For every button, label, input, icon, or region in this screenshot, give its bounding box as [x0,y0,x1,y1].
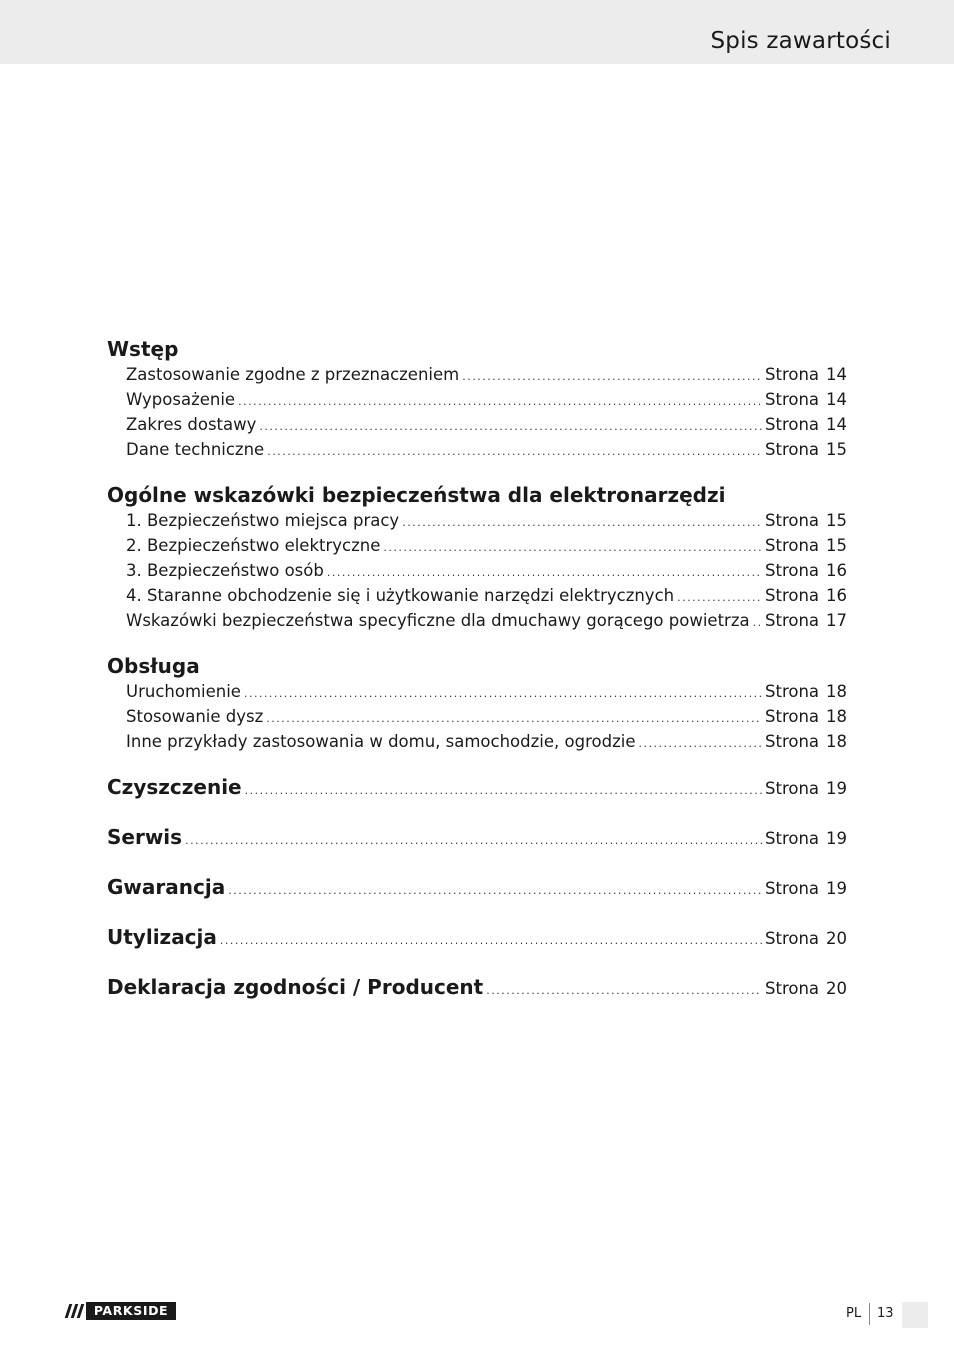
toc-entry[interactable] [107,824,847,851]
page-number: 15 [826,536,847,555]
toc-entry[interactable] [107,508,847,533]
leader-dots [486,975,762,1004]
entry-label: Utylizacja [107,925,217,949]
entry-label: Deklaracja zgodności / Producent [107,975,484,999]
strona-label: Strona [765,732,820,751]
page-number-footer: 13 [877,1306,894,1321]
entry-label: Zastosowanie zgodne z przeznaczeniem [126,365,460,384]
page-number: 18 [826,707,847,726]
strona-label: Strona [765,536,820,555]
toc-section-utylizacja [107,924,847,951]
leader-dots [638,729,762,756]
page-number: 19 [826,779,847,798]
leader-dots [266,704,762,731]
toc-section-serwis [107,824,847,851]
leader-dots [753,608,762,635]
page-number: 14 [826,365,847,384]
leader-dots [245,775,762,804]
strona-label: Strona [765,415,820,434]
entry-label: Czyszczenie [107,775,242,799]
entry-label: Dane techniczne [126,440,265,459]
strona-label: Strona [765,829,820,848]
leader-dots [327,558,762,585]
leader-dots [677,583,762,610]
strona-label: Strona [765,611,820,630]
toc-entry[interactable] [107,387,847,412]
strona-label: Strona [765,779,820,798]
strona-label: Strona [765,561,820,580]
entry-label: Stosowanie dysz [126,707,264,726]
page-number: 14 [826,415,847,434]
page-number: 19 [826,829,847,848]
leader-dots [259,412,762,439]
toc-entry[interactable] [107,362,847,387]
leader-dots [267,437,762,464]
page-number: 20 [826,929,847,948]
toc-entry[interactable] [107,924,847,951]
toc-entry[interactable] [107,533,847,558]
toc-section-safety [107,482,847,633]
entry-label: Uruchomienie [126,682,241,701]
leader-dots [402,508,762,535]
entry-label: 2. Bezpieczeństwo elektryczne [126,536,381,555]
page-number: 16 [826,586,847,605]
page-number: 15 [826,440,847,459]
toc-entry[interactable] [107,608,847,633]
logo-wordmark: PARKSIDE [86,1302,176,1320]
strona-label: Strona [765,390,820,409]
leader-dots [238,387,762,414]
toc-entry[interactable] [107,974,847,1001]
section-heading: Ogólne wskazówki bezpieczeństwa dla elektronarzędzi [107,483,726,507]
toc-entry[interactable] [107,729,847,754]
page-number: 20 [826,979,847,998]
leader-dots [383,533,762,560]
toc-section-wstep [107,336,847,462]
entry-label: Zakres dostawy [126,415,257,434]
page-number: 19 [826,879,847,898]
toc-section-deklaracja [107,974,847,1001]
leader-dots [462,362,762,389]
toc-entry[interactable] [107,774,847,801]
leader-dots [244,679,762,706]
header-band [0,0,954,64]
strona-label: Strona [765,440,820,459]
language-code: PL [846,1306,862,1321]
toc-entry[interactable] [107,874,847,901]
strona-label: Strona [765,586,820,605]
page-title: Spis zawartości [710,28,891,54]
entry-label: Wskazówki bezpieczeństwa specyficzne dla dmuchawy gorącego powietrza [126,611,750,630]
strona-label: Strona [765,929,820,948]
leader-dots [185,825,762,854]
leader-dots [220,925,762,954]
entry-label: Gwarancja [107,875,226,899]
page-number: 16 [826,561,847,580]
entry-label: 1. Bezpieczeństwo miejsca pracy [126,511,400,530]
toc-entry[interactable] [107,679,847,704]
footer-tab-marker [902,1302,928,1328]
strona-label: Strona [765,979,820,998]
toc-entry[interactable] [107,583,847,608]
logo-slashes-icon [64,1302,86,1320]
parkside-logo [64,1302,176,1320]
page-number: 14 [826,390,847,409]
toc-entry[interactable] [107,704,847,729]
entry-label: 3. Bezpieczeństwo osób [126,561,324,580]
entry-label: Wyposażenie [126,390,236,409]
strona-label: Strona [765,365,820,384]
table-of-contents [107,336,847,1024]
section-heading: Obsługa [107,654,200,678]
strona-label: Strona [765,879,820,898]
page-number: 18 [826,732,847,751]
toc-entry[interactable] [107,412,847,437]
strona-label: Strona [765,682,820,701]
page-number: 15 [826,511,847,530]
page-number: 18 [826,682,847,701]
strona-label: Strona [765,511,820,530]
strona-label: Strona [765,707,820,726]
footer-divider [869,1303,870,1325]
toc-section-obsluga [107,653,847,754]
toc-section-czyszczenie [107,774,847,801]
toc-section-gwarancja [107,874,847,901]
toc-entry[interactable] [107,437,847,462]
entry-label: 4. Staranne obchodzenie się i użytkowanie narzędzi elektrycznych [126,586,675,605]
toc-entry[interactable] [107,558,847,583]
page-number: 17 [826,611,847,630]
leader-dots [228,875,762,904]
entry-label: Serwis [107,825,183,849]
section-heading: Wstęp [107,337,179,361]
entry-label: Inne przykłady zastosowania w domu, samochodzie, ogrodzie [126,732,636,751]
